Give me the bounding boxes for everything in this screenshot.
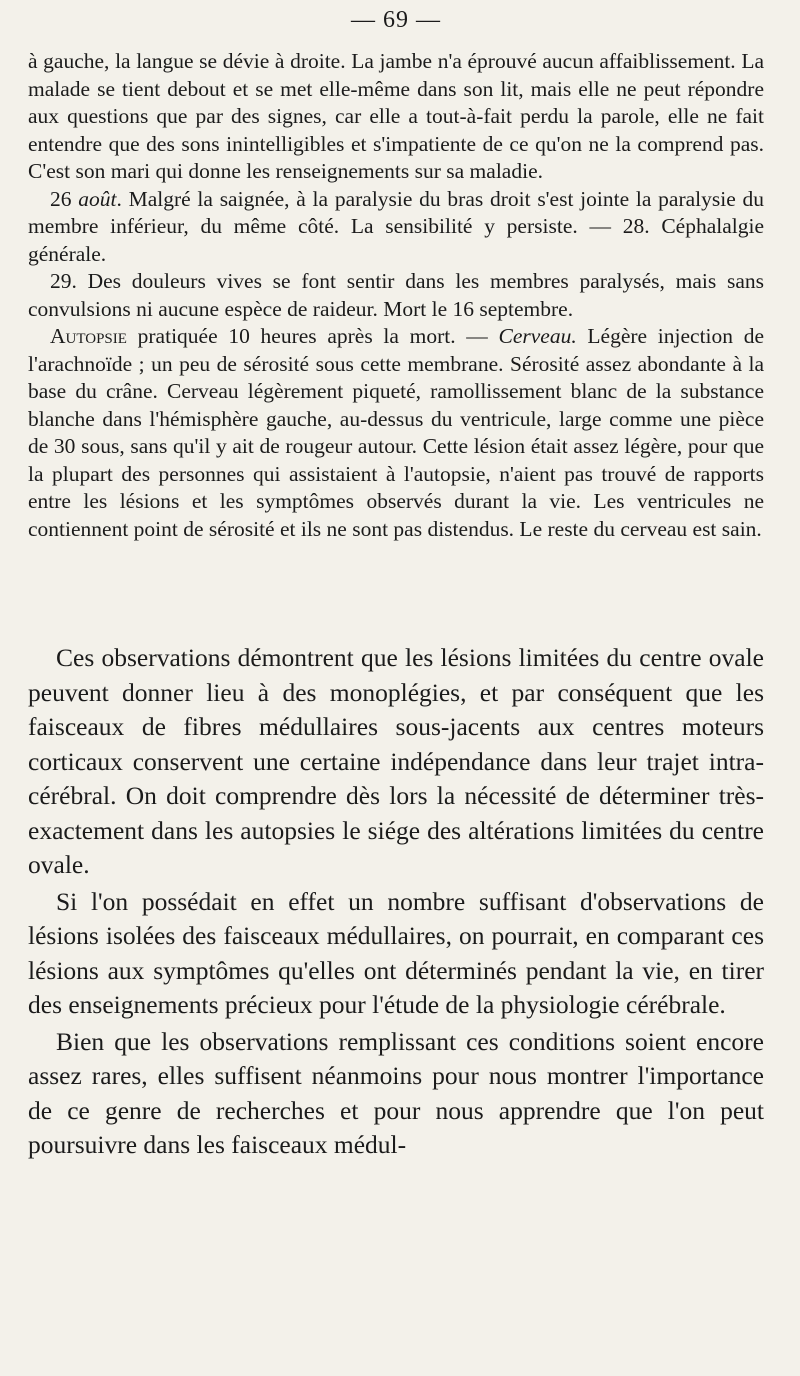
autopsy-organ: Cerveau. — [498, 324, 577, 348]
observation-paragraph-1: à gauche, la langue se dévie à droite. La jambe n'a éprouvé aucun affaiblissement. La malade se tient debout et se met elle-même dans son lit, mais elle ne peut répondre aux questions que par des signes, car elle a tout-à-fait perdu la parole, elle ne fait entendre que des sons inintelligibles et s'impatiente de ce qu'on ne la comprend pas. C'est son mari qui donne les renseignements sur sa maladie. — [28, 49, 764, 183]
discussion-paragraph-3: Bien que les observations remplissant ces conditions soient encore assez rares, elles suffisent néanmoins pour nous montrer l'importance de ce genre de recherches et pour nous apprendre que l'on peut poursuivre dans les faisceaux médul- — [28, 1026, 764, 1159]
discussion-paragraph-2: Si l'on possédait en effet un nombre suffisant d'observations de lésions isolées des faisceaux médullaires, on pourrait, en comparant ces lésions aux symptômes qu'elles ont déterminés pendant la vie, en tirer des enseignements précieux pour l'étude de la physiologie cérébrale. — [28, 886, 764, 1019]
observation-section — [28, 48, 764, 543]
observation-paragraph-2-text: . Malgré la saignée, à la paralysie du bras droit s'est jointe la paralysie du membre inférieur, du même côté. La sensibilité y persiste. — 28. Céphalalgie générale. — [28, 186, 764, 266]
autopsy-text-2: Légère injection de l'arachnoïde ; un peu de sérosité sous cette membrane. Sérosité assez abondante à la base du crâne. Cerveau légèrement piqueté, ramollissement blanc de la substance blanche dans l'hémisphère gauche, au-dessus du ventricule, large comme une pièce de 30 sous, sans qu'il y ait de rougeur autour. Cette lésion était assez légère, pour que la plupart des personnes qui assistaient à l'autopsie, n'aient pas trouvé de rapports entre les lésions et les symptômes observés durant la vie. Les ventricules ne contiennent point de sérosité et ils ne sont pas distendus. Le reste du cerveau est sain. — [28, 324, 765, 541]
discussion-paragraph-1: Ces observations démontrent que les lésions limitées du centre ovale peuvent donner lieu à des monoplégies, et par conséquent que les faisceaux de fibres médullaires sous-jacents aux centres moteurs corticaux conservent une certaine indépendance dans leur trajet intra-cérébral. On doit comprendre dès lors la nécessité de déterminer très-exactement dans les autopsies le siége des altérations limitées du centre ovale. — [28, 643, 764, 879]
discussion-section — [28, 641, 764, 1163]
observation-paragraph-3: 29. Des douleurs vives se font sentir dans les membres paralysés, mais sans convulsions ni aucune espèce de raideur. Mort le 16 septembre. — [28, 269, 764, 321]
autopsy-label: Autopsie — [50, 324, 127, 348]
autopsy-text-1: pratiquée 10 heures après la mort. — — [137, 324, 488, 348]
autopsy-paragraph — [28, 323, 764, 543]
observation-date: 26 — [50, 186, 72, 211]
observation-month: août — [78, 186, 117, 211]
page-number: — 69 — — [351, 7, 441, 33]
observation-paragraph-2 — [28, 186, 764, 269]
